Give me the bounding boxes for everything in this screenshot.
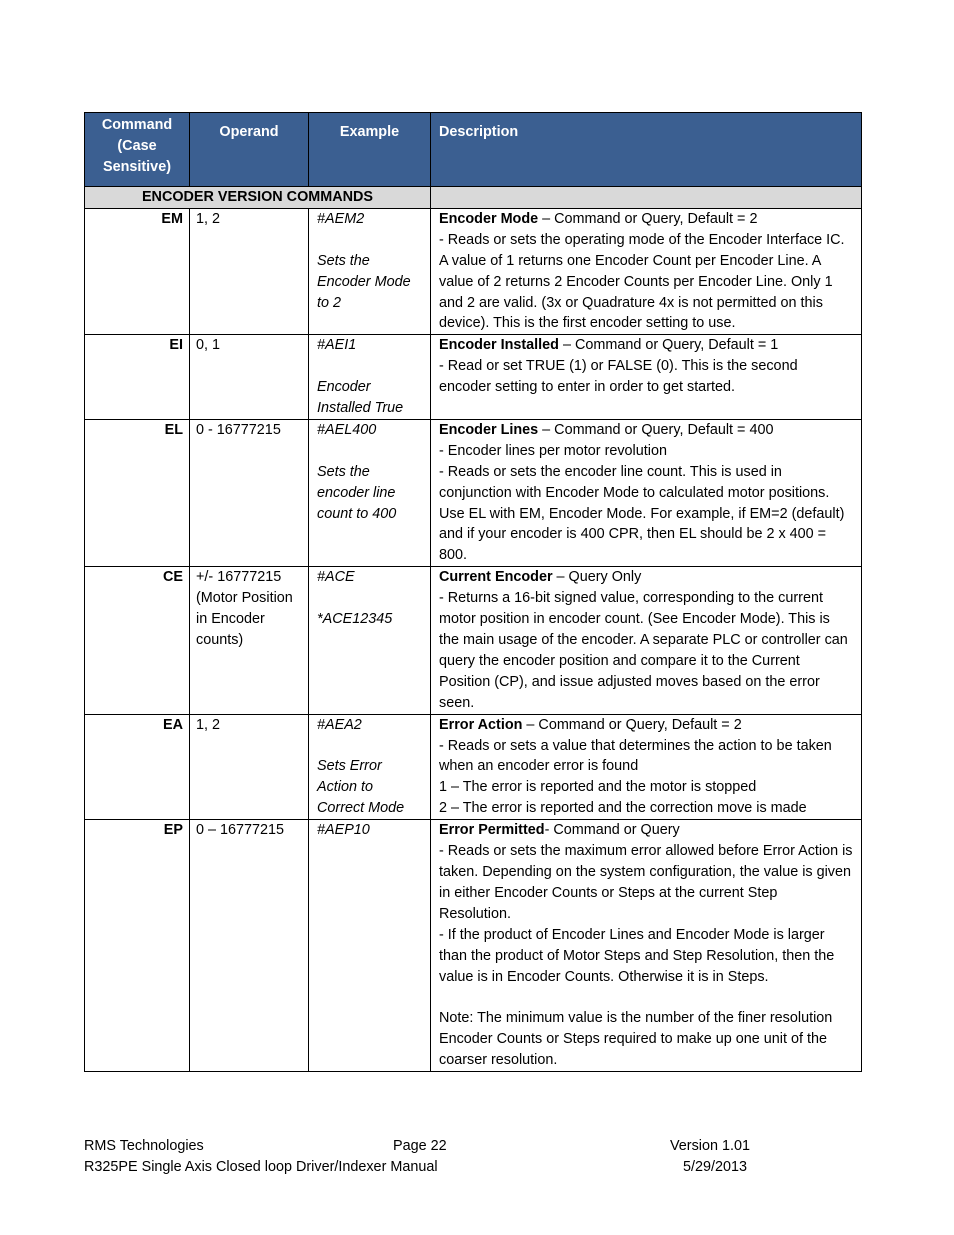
command-cell: EI: [85, 335, 190, 420]
table-row: [85, 714, 862, 820]
command-cell: EA: [85, 714, 190, 820]
description-type: – Command or Query, Default = 2: [538, 210, 758, 227]
example-line: #AEM2: [317, 210, 365, 227]
operand-cell: 0 - 16777215: [190, 419, 309, 566]
description-heading: [439, 335, 853, 356]
example-line: [317, 441, 424, 462]
example-cell: [309, 335, 431, 420]
example-line: Sets Error: [317, 758, 382, 775]
table-row: [85, 567, 862, 714]
description-cell: [431, 820, 862, 1072]
example-line: Sets the: [317, 252, 370, 269]
description-title: Current Encoder: [439, 569, 553, 586]
section-title: ENCODER VERSION COMMANDS: [85, 187, 431, 209]
command-cell: EL: [85, 419, 190, 566]
table-row: [85, 335, 862, 420]
example-cell: [309, 820, 431, 1072]
example-line: #AEP10: [317, 822, 370, 839]
example-line: encoder line: [317, 484, 396, 501]
command-table: [84, 112, 862, 1072]
description-cell: [431, 419, 862, 566]
description-heading: [439, 820, 853, 841]
footer-page: Page 22: [393, 1138, 447, 1154]
example-line: *ACE12345: [317, 611, 393, 628]
description-cell: [431, 335, 862, 420]
operand-cell: 0 – 16777215: [190, 820, 309, 1072]
example-line: to 2: [317, 294, 342, 311]
description-type: – Command or Query, Default = 1: [558, 337, 779, 354]
example-line: Correct Mode: [317, 800, 405, 817]
example-line: #AEA2: [317, 716, 362, 733]
footer-date: 5/29/2013: [683, 1159, 748, 1175]
description-line: 2 – The error is reported and the correction move is made: [439, 800, 807, 817]
description-line: - Reads or sets the operating mode of the Encoder Interface IC. A value of 1 returns one Encoder Count per Encoder Line. A value of 2 returns 2 Encoder Counts per Encoder Line. Only 1 and 2 are valid. (3x or Quadrature 4x is not permitted on this device). This is the first encoder setting to use.: [439, 231, 845, 332]
example-line: #AEI1: [317, 337, 357, 354]
description-title: Error Permitted: [439, 822, 545, 839]
example-line: [317, 356, 424, 377]
description-type: – Command or Query, Default = 400: [538, 421, 774, 438]
description-line: - If the product of Encoder Lines and Encoder Mode is larger than the product of Motor Steps and Step Resolution, then the value is in Encoder Counts. Otherwise it is in Steps.: [439, 926, 835, 985]
description-title: Error Action: [439, 716, 523, 733]
description-line: [439, 987, 853, 1008]
description-title: Encoder Mode: [439, 210, 539, 227]
example-cell: [309, 714, 431, 820]
table-row: [85, 208, 862, 334]
command-cell: EP: [85, 820, 190, 1072]
description-title: Encoder Lines: [439, 421, 539, 438]
description-line: - Reads or sets the maximum error allowed before Error Action is taken. Depending on the system configuration, the value is given in either Encoder Counts or Steps at the current Step Resolution.: [439, 843, 853, 922]
example-cell: [309, 419, 431, 566]
description-line: - Read or set TRUE (1) or FALSE (0). This is the second encoder setting to enter in order to get started.: [439, 358, 798, 396]
footer-company: RMS Technologies: [84, 1138, 204, 1154]
description-line: 1 – The error is reported and the motor is stopped: [439, 779, 757, 796]
description-type: – Command or Query, Default = 2: [522, 716, 742, 733]
example-line: Installed True: [317, 400, 404, 417]
example-line: Sets the: [317, 463, 370, 480]
header-example: Example: [309, 113, 431, 187]
section-empty-cell: [431, 187, 862, 209]
example-line: [317, 588, 424, 609]
command-cell: EM: [85, 208, 190, 334]
description-heading: [439, 209, 853, 230]
footer-version: Version 1.01: [670, 1138, 751, 1154]
example-line: Action to: [317, 779, 373, 796]
description-line: - Reads or sets a value that determines the action to be taken when an encoder error is found: [439, 737, 832, 775]
example-line: [317, 230, 424, 251]
description-cell: [431, 208, 862, 334]
example-cell: [309, 567, 431, 714]
header-operand: Operand: [190, 113, 309, 187]
section-row: [85, 187, 862, 209]
operand-cell: +/- 16777215 (Motor Position in Encoder counts): [190, 567, 309, 714]
description-type: - Command or Query: [544, 822, 680, 839]
header-command: Command (Case Sensitive): [85, 113, 190, 187]
footer-manual-title: R325PE Single Axis Closed loop Driver/Indexer Manual: [84, 1159, 438, 1175]
example-cell: [309, 208, 431, 334]
description-line: - Reads or sets the encoder line count. This is used in conjunction with Encoder Mode to calculated motor positions. Use EL with EM, Encoder Mode. For example, if EM=2 (default) and if your encoder is 400 CPR, then EL should be 2 x 400 = 800.: [439, 463, 845, 564]
operand-cell: 0, 1: [190, 335, 309, 420]
operand-cell: 1, 2: [190, 714, 309, 820]
table-row: [85, 419, 862, 566]
description-line: Note: The minimum value is the number of the finer resolution Encoder Counts or Steps required to make up one unit of the coarser resolution.: [439, 1010, 833, 1069]
table-row: [85, 820, 862, 1072]
description-cell: [431, 714, 862, 820]
table-header-row: [85, 113, 862, 187]
description-title: Encoder Installed: [439, 337, 559, 354]
description-heading: [439, 567, 853, 588]
description-type: – Query Only: [552, 569, 642, 586]
example-line: Encoder: [317, 379, 371, 396]
description-heading: [439, 715, 853, 736]
operand-cell: 1, 2: [190, 208, 309, 334]
description-line: - Encoder lines per motor revolution: [439, 442, 667, 459]
example-line: [317, 736, 424, 757]
description-line: - Returns a 16-bit signed value, corresponding to the current motor position in encoder count. (See Encoder Mode). This is the main usage of the encoder. A separate PLC or controller can query the encoder position and compare it to the Current Position (CP), and issue adjusted moves based on the error seen.: [439, 590, 848, 711]
example-line: #AEL400: [317, 421, 377, 438]
command-cell: CE: [85, 567, 190, 714]
example-line: Encoder Mode: [317, 273, 411, 290]
example-line: count to 400: [317, 505, 397, 522]
description-heading: [439, 420, 853, 441]
header-description: Description: [431, 113, 862, 187]
example-line: #ACE: [317, 569, 355, 586]
description-cell: [431, 567, 862, 714]
